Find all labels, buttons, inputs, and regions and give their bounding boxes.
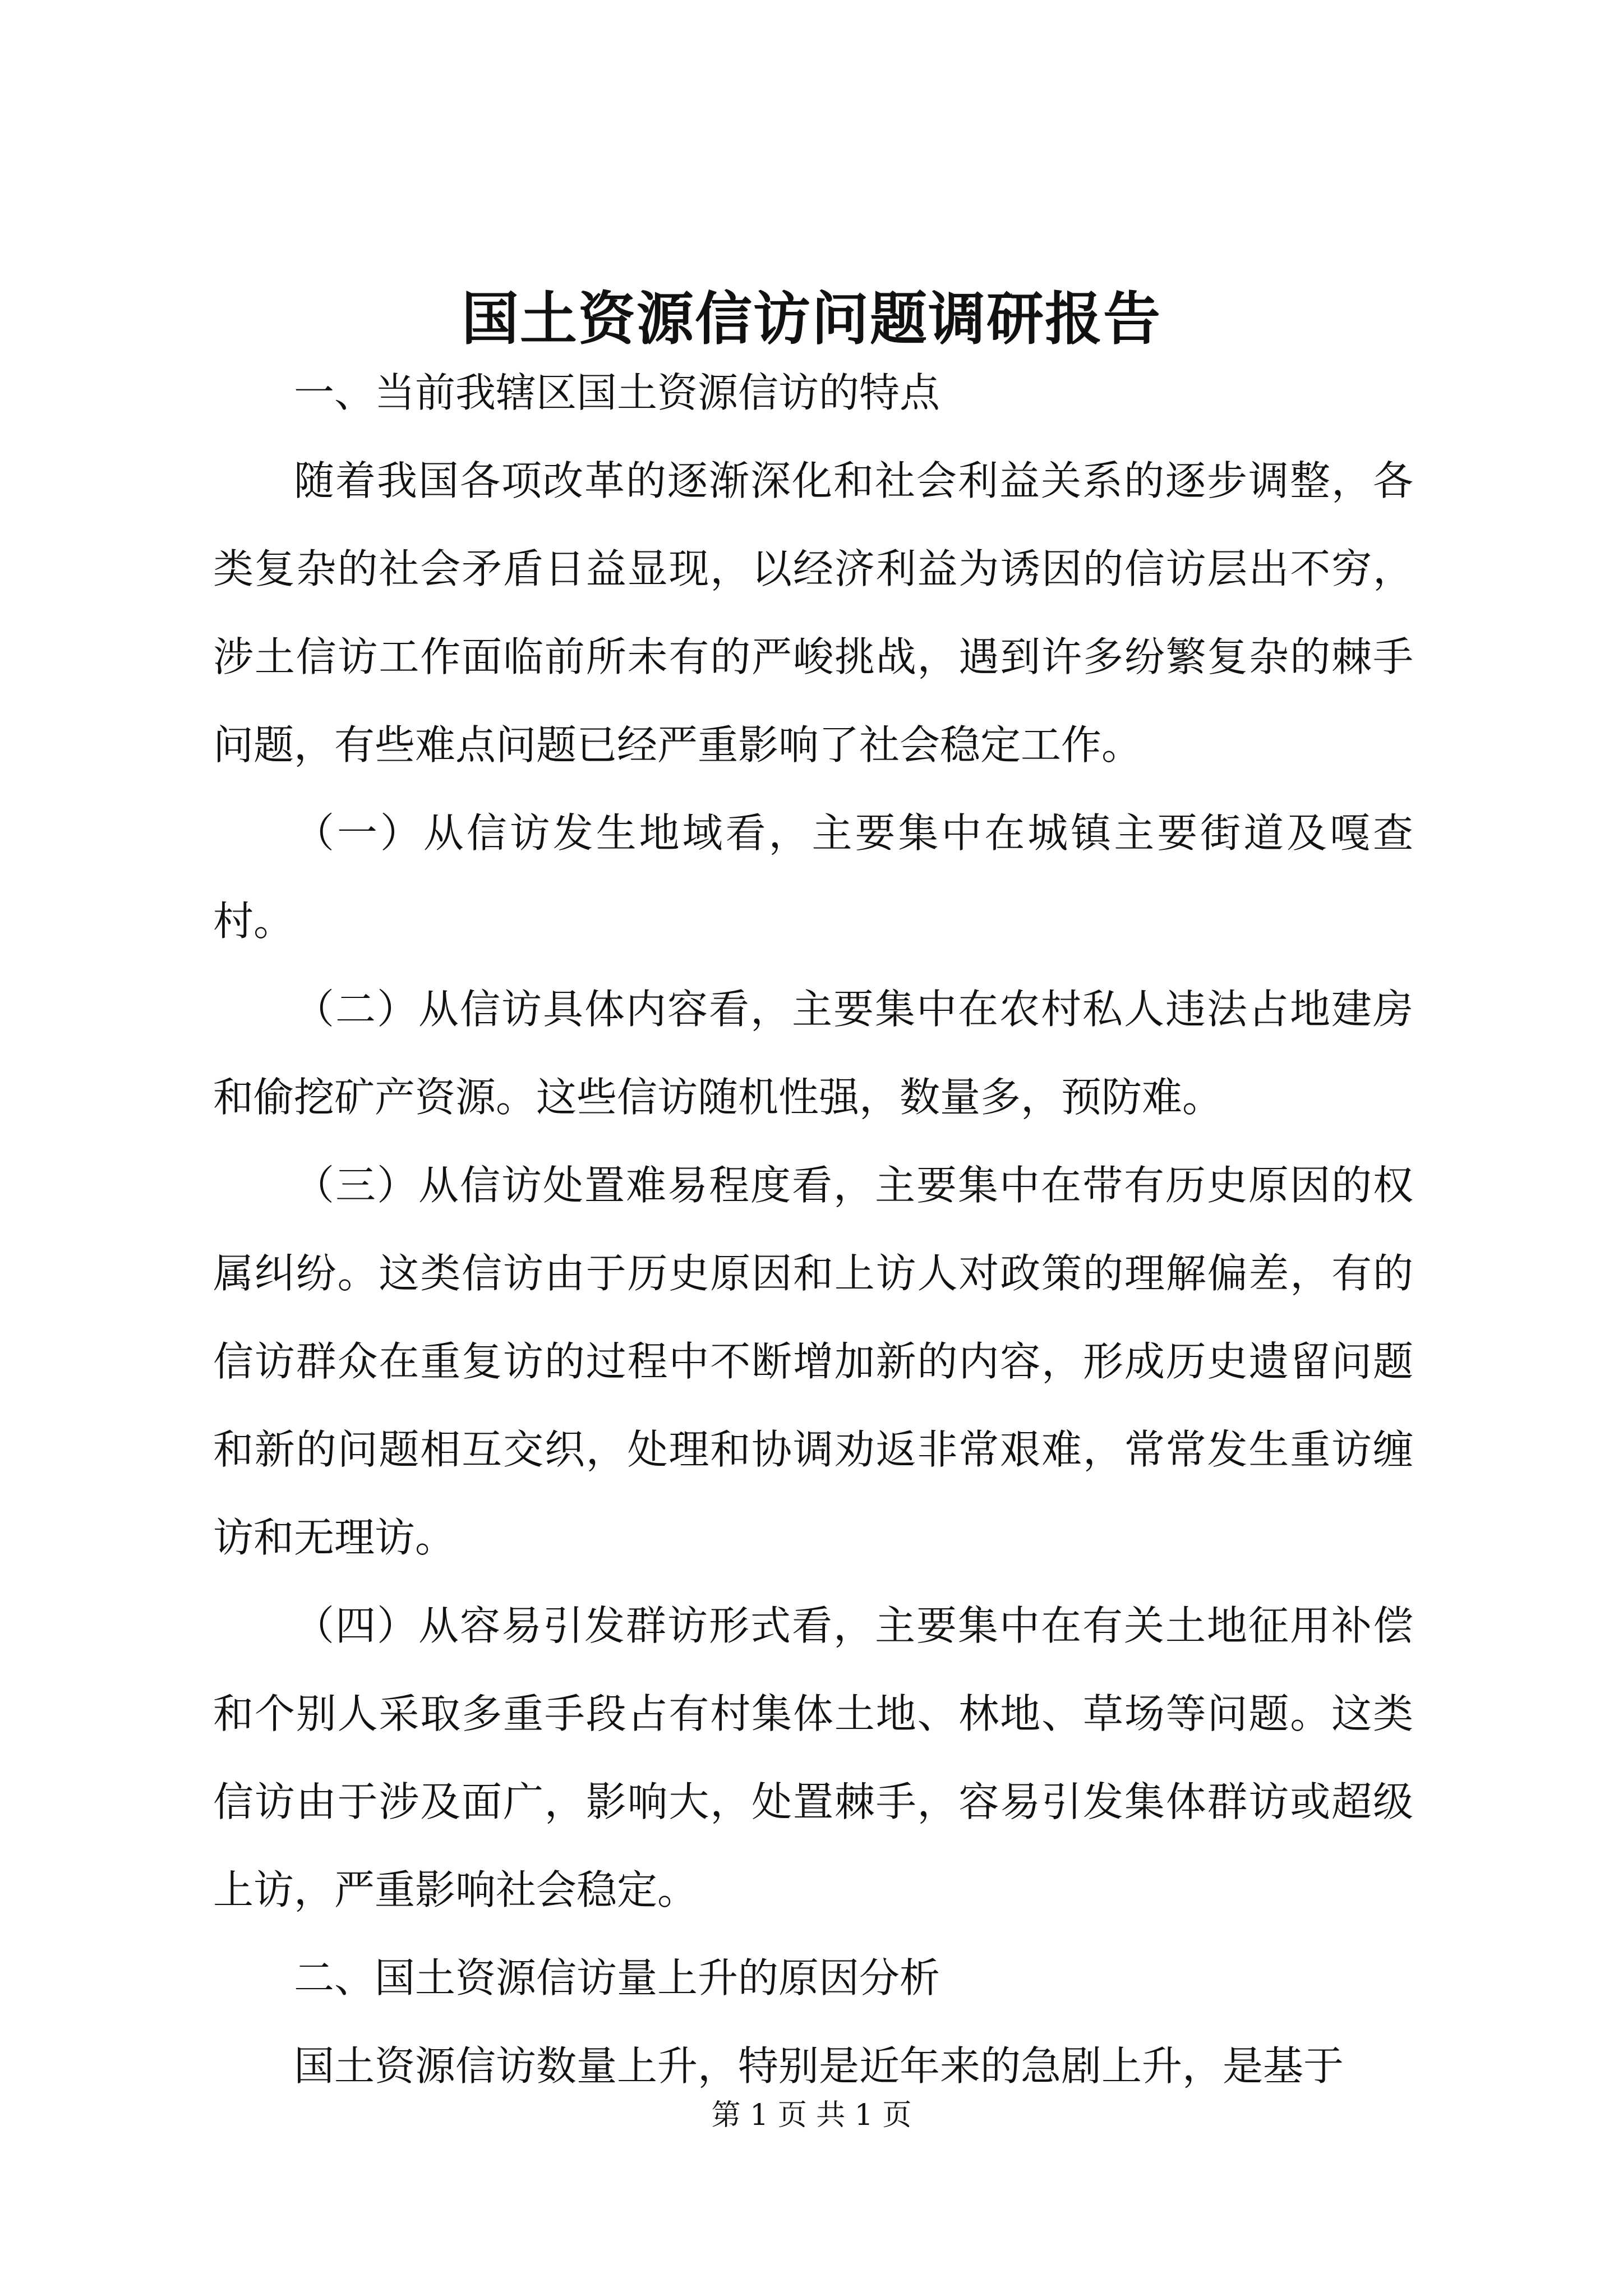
paragraph-intro: 随着我国各项改革的逐渐深化和社会利益关系的逐步调整，各类复杂的社会矛盾日益显现，以经济利益为诱因的信访层出不穷，涉土信访工作面临前所未有的严峻挑战，遇到许多纷繁复杂的棘手问题，有些难点问题已经严重影响了社会稳定工作。 [213, 457, 1413, 769]
section-heading-1: 一、当前我辖区国土资源信访的特点 [294, 369, 940, 416]
document-title: 国土资源信访问题调研报告 [462, 286, 1161, 353]
paragraph-point-2: （二）从信访具体内容看，主要集中在农村私人违法占地建房和偷挖矿产资源。这些信访随机性强，数量多，预防难。 [213, 986, 1413, 1121]
paragraph-analysis: 国土资源信访数量上升，特别是近年来的急剧上升，是基于 [294, 2042, 1344, 2090]
paragraph-point-1: （一）从信访发生地域看，主要集中在城镇主要街道及嘎查村。 [213, 809, 1413, 945]
section-heading-2: 二、国土资源信访量上升的原因分析 [294, 1954, 940, 2001]
paragraph-point-3: （三）从信访处置难易程度看，主要集中在带有历史原因的权属纠纷。这类信访由于历史原因和上访人对政策的理解偏差，有的信访群众在重复访的过程中不断增加新的内容，形成历史遗留问题和新的问题相互交织，处理和协调劝返非常艰难，常常发生重访缠访和无理访。 [213, 1162, 1413, 1561]
document-body [213, 349, 1413, 2110]
paragraph-point-4: （四）从容易引发群访形式看，主要集中在有关土地征用补偿和个别人采取多重手段占有村集体土地、林地、草场等问题。这类信访由于涉及面广，影响大，处置棘手，容易引发集体群访或超级上访，严重影响社会稳定。 [213, 1602, 1413, 1913]
page-footer: 第 1 页 共 1 页 [711, 2099, 912, 2132]
